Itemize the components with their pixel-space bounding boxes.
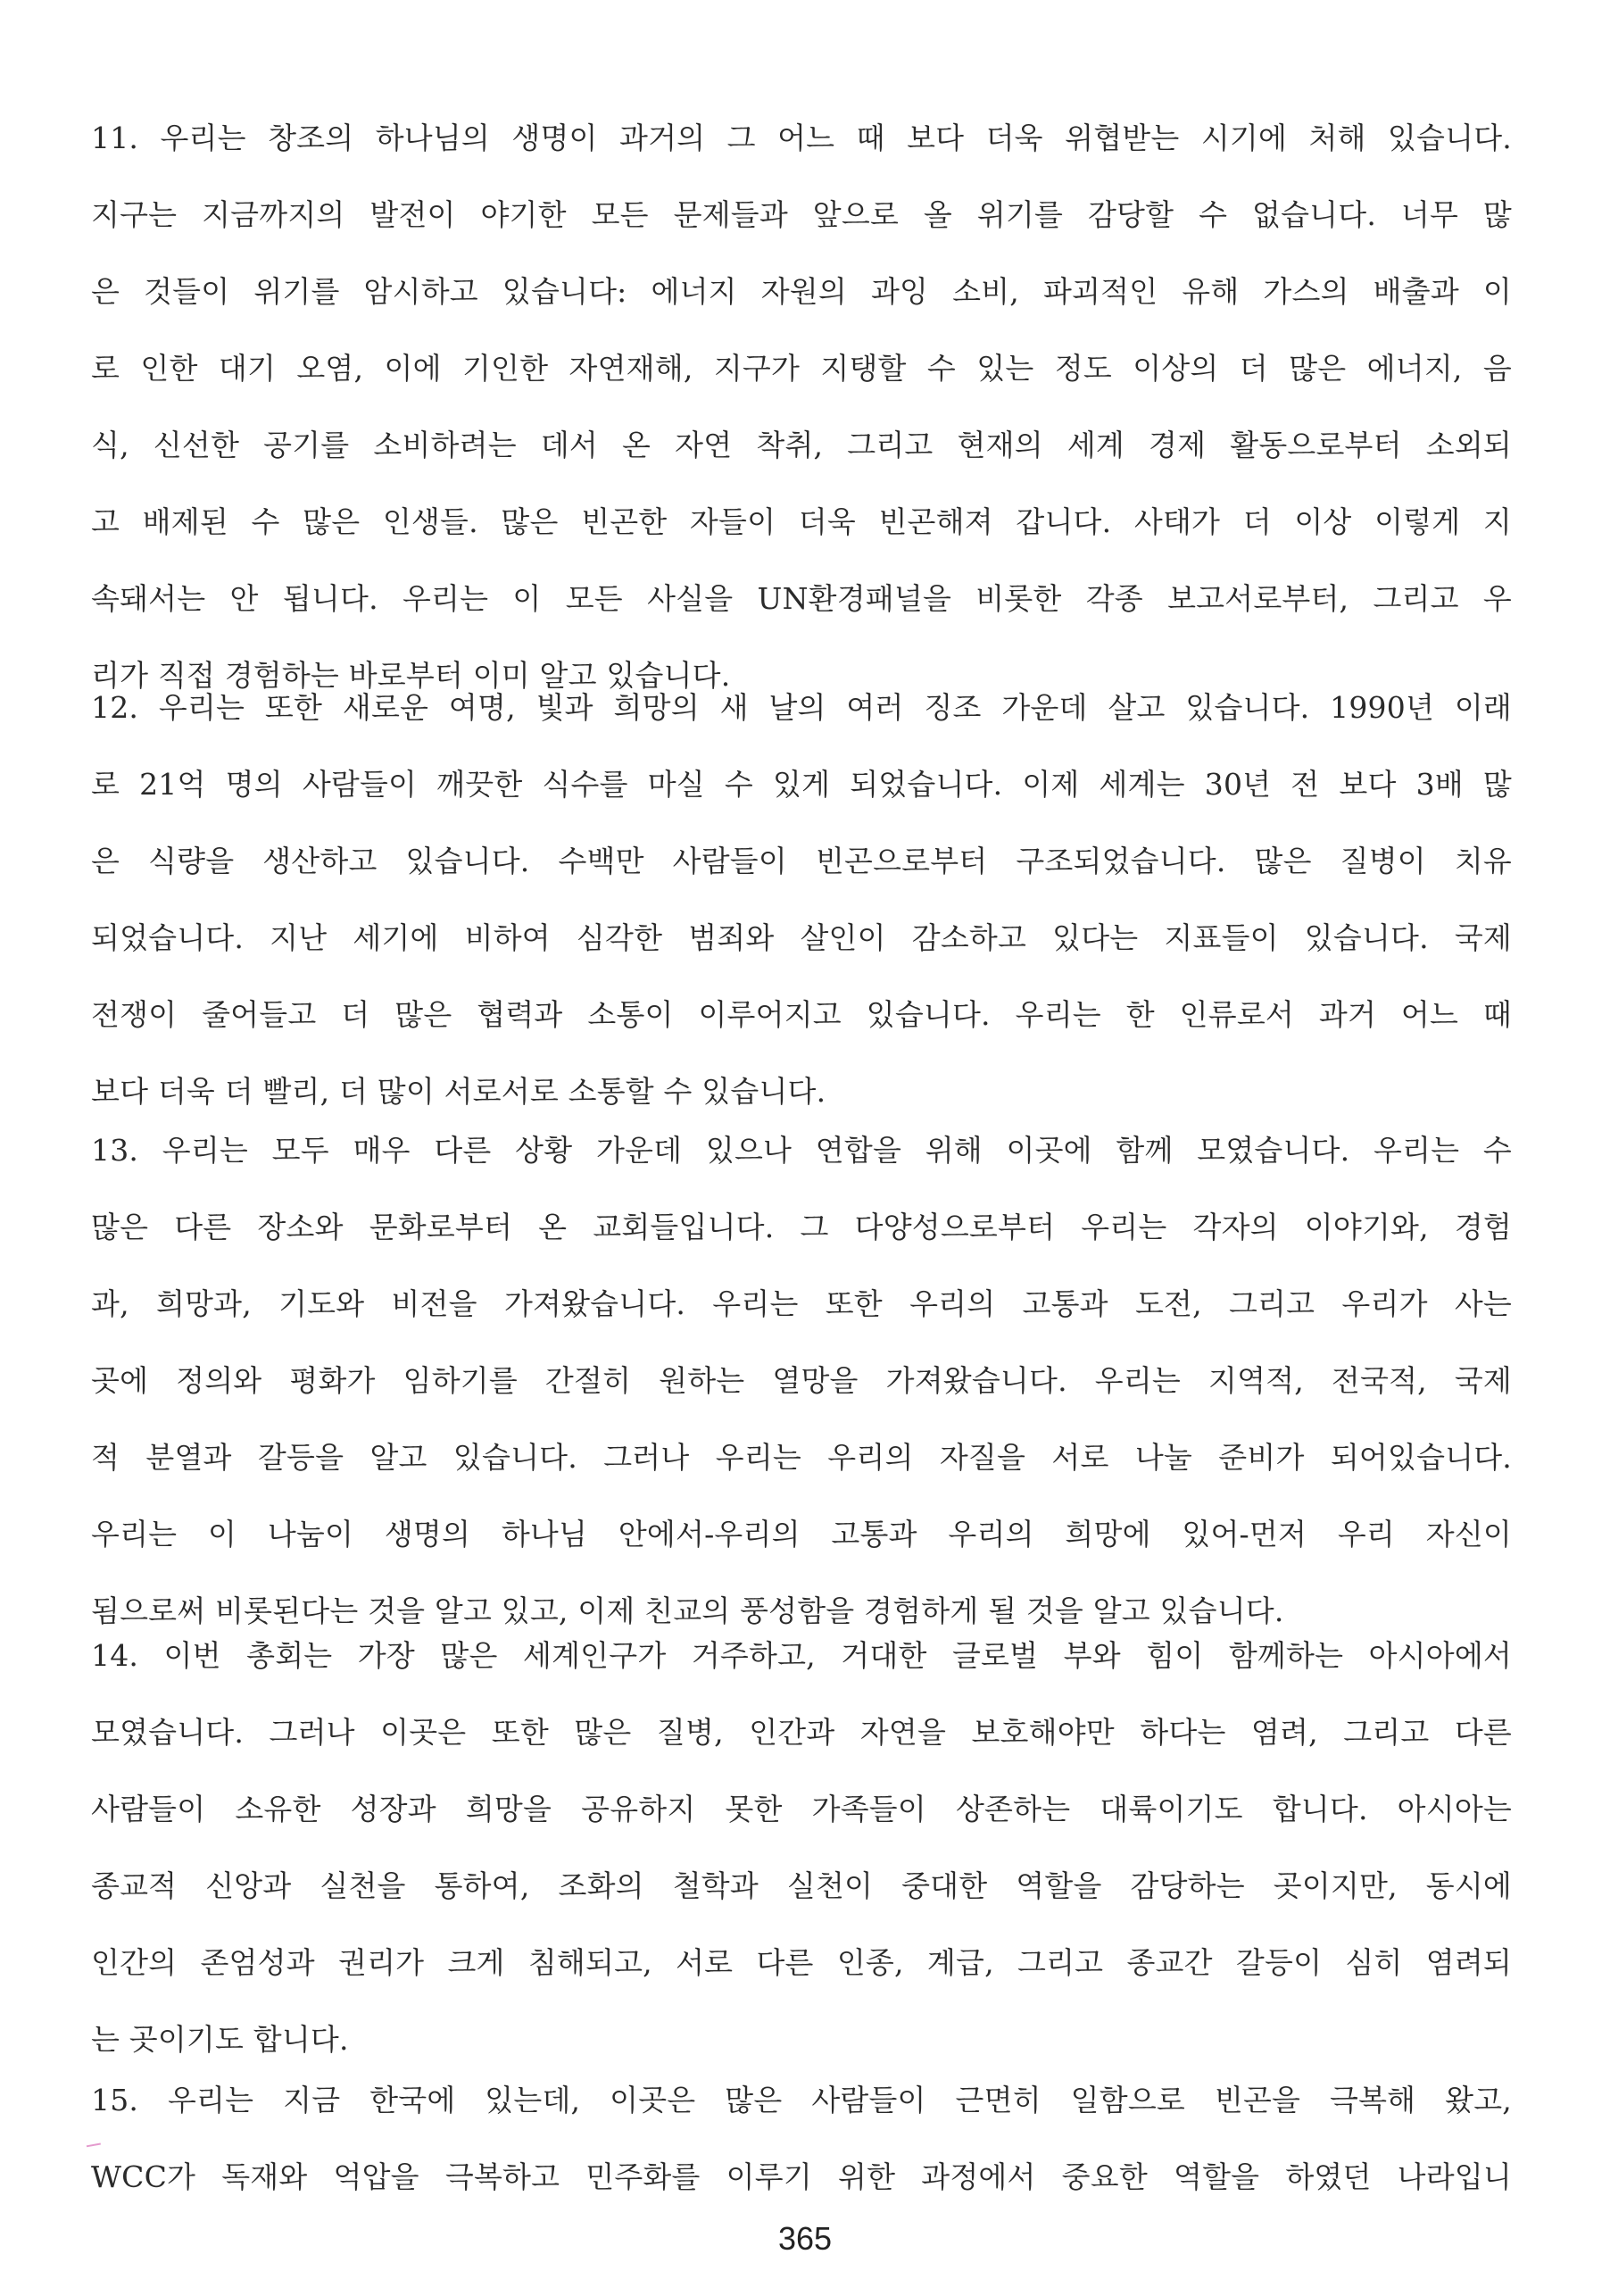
text-line: 됨으로써 비롯된다는 것을 알고 있고, 이제 친교의 풍성함을 경험하게 될 것을 알고 있습니다. <box>91 1593 1284 1628</box>
text-line: 많은 다른 장소와 문화로부터 온 교회들입니다. 그 다양성으로부터 우리는 각자의 이야기와, 경험 <box>91 1210 1512 1244</box>
text-line: 11. 우리는 창조의 하나님의 생명이 과거의 그 어느 때 보다 더욱 위협받는 시기에 처해 있습니다. <box>91 121 1512 155</box>
text-line: 14. 이번 총회는 가장 많은 세계인구가 거주하고, 거대한 글로벌 부와 힘이 함께하는 아시아에서 <box>91 1638 1512 1673</box>
text-line: 보다 더욱 더 빨리, 더 많이 서로서로 소통할 수 있습니다. <box>91 1074 826 1109</box>
page-number: 365 <box>777 2220 833 2257</box>
text-line: 곳에 정의와 평화가 임하기를 간절히 원하는 열망을 가져왔습니다. 우리는 지역적, 전국적, 국제 <box>91 1363 1512 1398</box>
text-line: 로 인한 대기 오염, 이에 기인한 자연재해, 지구가 지탱할 수 있는 정도 이상의 더 많은 에너지, 음 <box>91 351 1512 386</box>
text-line: 15. 우리는 지금 한국에 있는데, 이곳은 많은 사람들이 근면히 일함으로 빈곤을 극복해 왔고, <box>91 2083 1512 2117</box>
paragraph-15 <box>91 2062 1512 2216</box>
text-line: 적 분열과 갈등을 알고 있습니다. 그러나 우리는 우리의 자질을 서로 나눌 준비가 되어있습니다. <box>91 1440 1512 1475</box>
text-line: 13. 우리는 모두 매우 다른 상황 가운데 있으나 연합을 위해 이곳에 함께 모였습니다. 우리는 수 <box>91 1133 1512 1168</box>
text-line: 고 배제된 수 많은 인생들. 많은 빈곤한 자들이 더욱 빈곤해져 갑니다. 사태가 더 이상 이렇게 지 <box>91 504 1512 539</box>
text-line: WCC가 독재와 억압을 극복하고 민주화를 이루기 위한 과정에서 중요한 역할을 하였던 나라입니 <box>91 2159 1512 2194</box>
paragraph-12 <box>91 670 1512 1130</box>
text-line: 우리는 이 나눔이 생명의 하나님 안에서-우리의 고통과 우리의 희망에 있어-먼저 우리 자신이 <box>91 1517 1512 1551</box>
text-line: 인간의 존엄성과 권리가 크게 침해되고, 서로 다른 인종, 계급, 그리고 종교간 갈등이 심히 염려되 <box>91 1945 1512 1980</box>
paragraph-14 <box>91 1618 1512 2078</box>
paragraph-11 <box>91 100 1512 714</box>
text-line: 리가 직접 경험하는 바로부터 이미 알고 있습니다. <box>91 658 731 693</box>
text-line: 12. 우리는 또한 새로운 여명, 빛과 희망의 새 날의 여러 징조 가운데 살고 있습니다. 1990년 이래 <box>91 690 1512 725</box>
text-line: 는 곳이기도 합니다. <box>91 2022 349 2057</box>
text-line: 사람들이 소유한 성장과 희망을 공유하지 못한 가족들이 상존하는 대륙이기도 합니다. 아시아는 <box>91 1792 1512 1826</box>
text-line: 종교적 신앙과 실천을 통하여, 조화의 철학과 실천이 중대한 역할을 감당하는 곳이지만, 동시에 <box>91 1868 1512 1903</box>
text-line: 로 21억 명의 사람들이 깨끗한 식수를 마실 수 있게 되었습니다. 이제 세계는 30년 전 보다 3배 많 <box>91 767 1512 802</box>
text-line: 지구는 지금까지의 발전이 야기한 모든 문제들과 앞으로 올 위기를 감당할 수 없습니다. 너무 많 <box>91 197 1512 232</box>
text-line: 식, 신선한 공기를 소비하려는 데서 온 자연 착취, 그리고 현재의 세계 경제 활동으로부터 소외되 <box>91 428 1512 462</box>
text-line: 속돼서는 안 됩니다. 우리는 이 모든 사실을 UN환경패널을 비롯한 각종 보고서로부터, 그리고 우 <box>91 581 1512 616</box>
text-line: 모였습니다. 그러나 이곳은 또한 많은 질병, 인간과 자연을 보호해야만 하다는 염려, 그리고 다른 <box>91 1715 1512 1750</box>
text-line: 되었습니다. 지난 세기에 비하여 심각한 범죄와 살인이 감소하고 있다는 지표들이 있습니다. 국제 <box>91 920 1512 955</box>
text-line: 은 것들이 위기를 암시하고 있습니다: 에너지 자원의 과잉 소비, 파괴적인 유해 가스의 배출과 이 <box>91 274 1512 309</box>
paragraph-13 <box>91 1112 1512 1650</box>
text-line: 과, 희망과, 기도와 비전을 가져왔습니다. 우리는 또한 우리의 고통과 도전, 그리고 우리가 사는 <box>91 1286 1512 1321</box>
text-line: 전쟁이 줄어들고 더 많은 협력과 소통이 이루어지고 있습니다. 우리는 한 인류로서 과거 어느 때 <box>91 997 1512 1032</box>
text-line: 은 식량을 생산하고 있습니다. 수백만 사람들이 빈곤으로부터 구조되었습니다. 많은 질병이 치유 <box>91 844 1512 878</box>
